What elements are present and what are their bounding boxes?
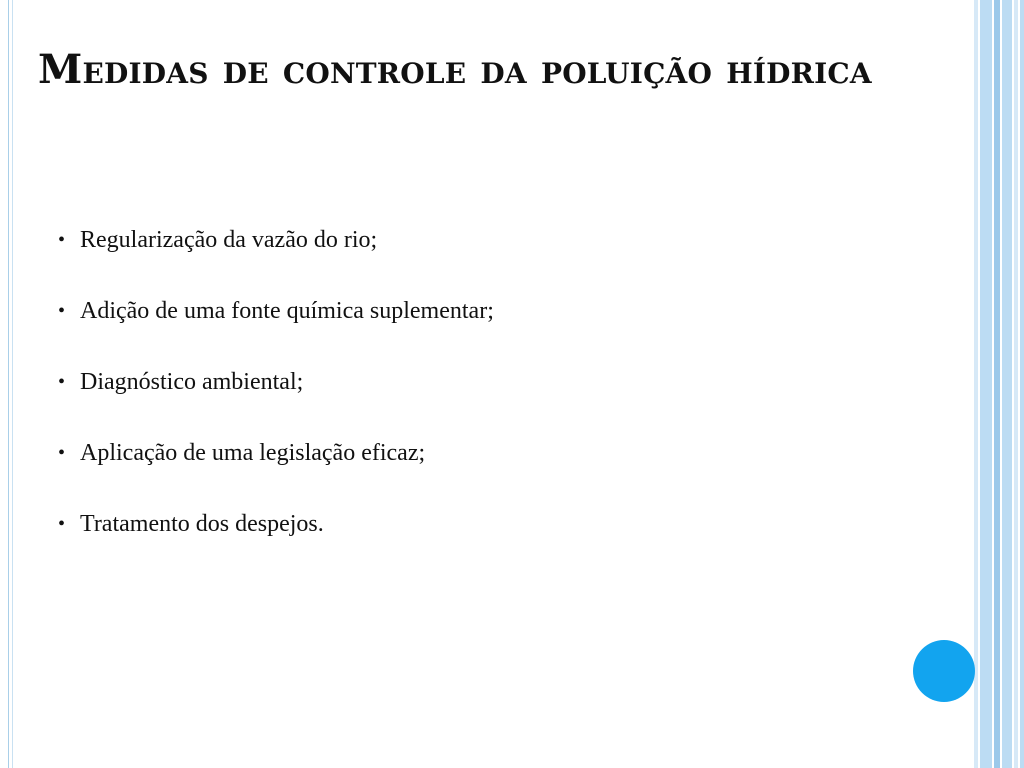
list-item-text: Adição de uma fonte química suplementar; — [80, 298, 494, 324]
bullet-icon: • — [58, 229, 66, 251]
list-item — [58, 222, 494, 293]
stripe — [974, 0, 978, 768]
stripe — [994, 0, 1000, 768]
bullet-icon: • — [58, 442, 66, 464]
stripe — [980, 0, 992, 768]
stripe — [1020, 0, 1024, 768]
list-item — [58, 293, 494, 364]
left-border-line-inner — [12, 0, 13, 768]
slide-title: Medidas de controle da poluição hídrica — [38, 46, 872, 93]
list-item-text: Aplicação de uma legislação eficaz; — [80, 440, 426, 466]
stripe — [1002, 0, 1012, 768]
bullet-icon: • — [58, 513, 66, 535]
list-item-text: Regularização da vazão do rio; — [80, 227, 378, 253]
list-item-text: Tratamento dos despejos. — [80, 511, 324, 537]
list-item — [58, 506, 494, 577]
list-item — [58, 435, 494, 506]
stripe — [1014, 0, 1018, 768]
decorative-circle-icon — [913, 640, 975, 702]
list-item — [58, 364, 494, 435]
right-decorative-stripes — [974, 0, 1024, 768]
left-border-line — [8, 0, 9, 768]
bullet-icon: • — [58, 300, 66, 322]
list-item-text: Diagnóstico ambiental; — [80, 369, 304, 395]
bullet-icon: • — [58, 371, 66, 393]
bullet-list — [58, 222, 494, 577]
